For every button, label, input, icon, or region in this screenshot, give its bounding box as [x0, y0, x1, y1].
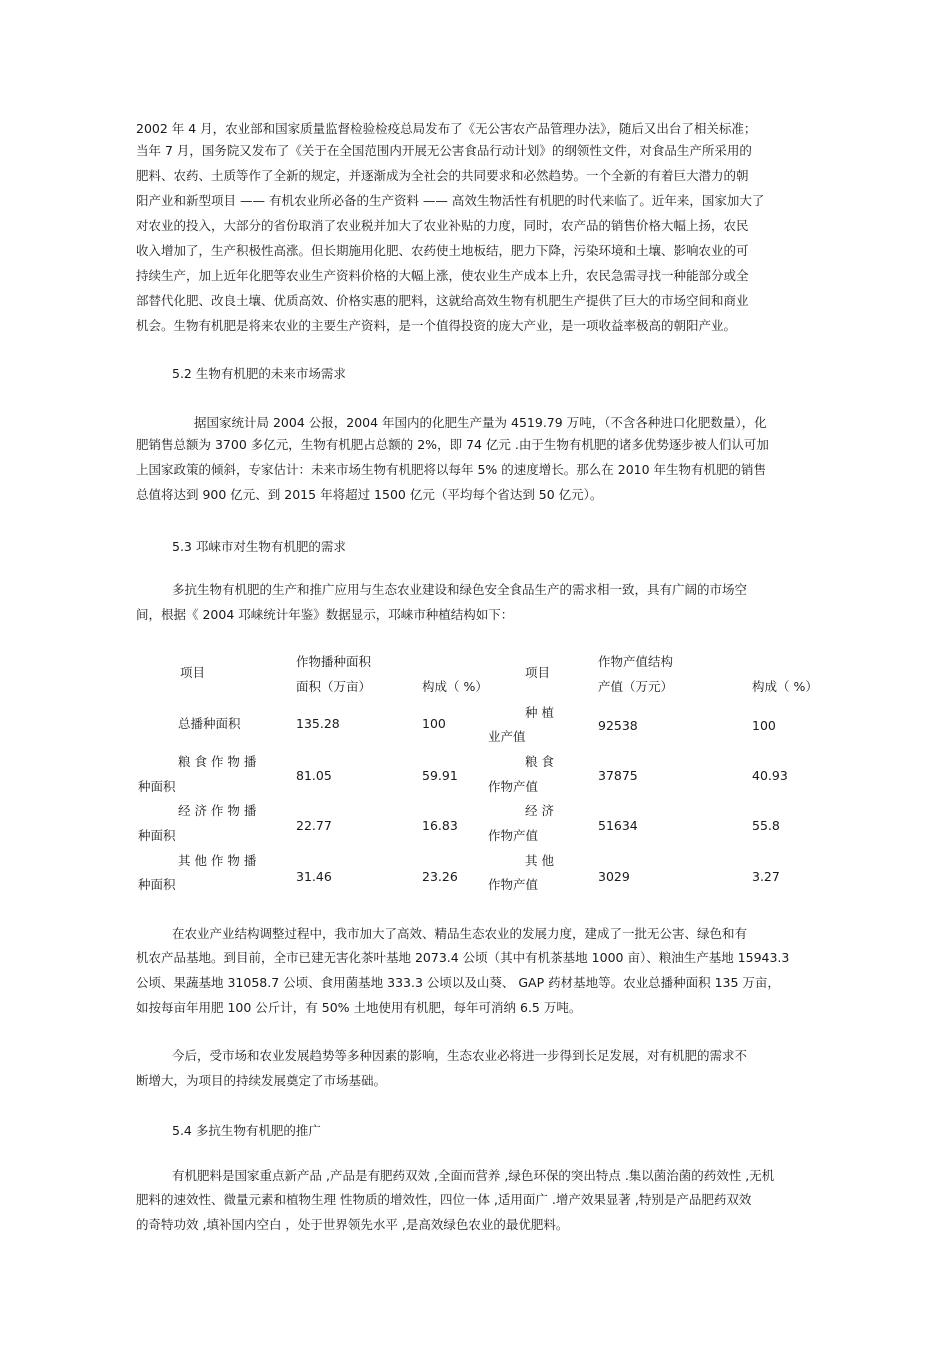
row-value: 51634	[598, 818, 638, 833]
after-table-line-3: 公顷、果蔬基地 31058.7 公顷、食用菌基地 333.3 公顷以及山葵、 GAP 药材基地等。农业总播种面积 135 万亩，	[136, 975, 780, 990]
row-pct-a: 16.83	[422, 818, 458, 833]
table-header-item-a: 项目	[180, 665, 206, 680]
section-5-2-line-1: 据国家统计局 2004 公报，2004 年国内的化肥生产量为 4519.79 万吨，（不含各种进口化肥数量），化	[194, 415, 767, 430]
row-item-a-line2: 种面积	[138, 877, 176, 892]
row-area: 81.05	[296, 768, 332, 783]
row-item-a: 粮 食 作 物 播	[178, 754, 257, 769]
future-line-2: 断增大，为项目的持续发展奠定了市场基础。	[136, 1073, 387, 1088]
para1-line-2: 当年 7 月，国务院又发布了《关于在全国范围内开展无公害食品行动计划》的纲领性文件，对食品生产所采用的	[136, 143, 752, 158]
para1-line-4: 阳产业和新型项目 —— 有机农业所必备的生产资料 —— 高效生物活性有机肥的时代来临了。近年来，国家加大了	[136, 193, 765, 208]
table-header-area-sub: 面积（万亩）	[296, 679, 372, 694]
para1-line-9: 机会。生物有机肥是将来农业的主要生产资料，是一个值得投资的庞大产业，是一项收益率极高的朝阳产业。	[136, 318, 737, 333]
table-header-item-b: 项目	[525, 665, 551, 680]
para1-line-7: 持续生产，加上近年化肥等农业生产资料价格的大幅上涨，使农业生产成本上升，农民急需寻找一种能部分或全	[136, 268, 749, 283]
row-item-b-line2: 作物产值	[488, 828, 539, 843]
row-pct-b: 40.93	[752, 768, 788, 783]
row-area: 135.28	[296, 716, 340, 731]
after-table-line-1: 在农业产业结构调整过程中，我市加大了高效、精品生态农业的发展力度，建成了一批无公害、绿色和有	[172, 926, 748, 941]
row-pct-b: 55.8	[752, 818, 780, 833]
row-value: 37875	[598, 768, 638, 783]
section-5-2-line-4: 总值将达到 900 亿元、到 2015 年将超过 1500 亿元（平均每个省达到 50 亿元）。	[136, 487, 603, 502]
row-item-a-line2: 种面积	[138, 828, 176, 843]
para1-line-1: 2002 年 4 月，农业部和国家质量监督检验检疫总局发布了《无公害农产品管理办法》，随后又出台了相关标准；	[136, 121, 757, 136]
row-item-b-line2: 作物产值	[488, 779, 539, 794]
row-item-a: 其 他 作 物 播	[178, 853, 257, 868]
row-item-b-line1: 种 植	[525, 705, 554, 720]
table-header-pct-b: 构成（ %）	[752, 679, 818, 694]
after-table-line-4: 如按每亩年用肥 100 公斤计，有 50% 土地使用有机肥，每年可消纳 6.5 万吨。	[136, 1000, 582, 1015]
row-item-a-line2: 种面积	[138, 779, 176, 794]
row-item-b-line2: 作物产值	[488, 877, 539, 892]
table-header-pct-a: 构成（ %）	[422, 679, 488, 694]
table-header-value-sub: 产值（万元）	[598, 679, 674, 694]
row-item-b-line2: 业产值	[488, 729, 526, 744]
row-item-a: 经 济 作 物 播	[178, 803, 257, 818]
row-pct-a: 23.26	[422, 869, 458, 884]
section-5-3-heading: 5.3 邛崃市对生物有机肥的需求	[172, 539, 346, 554]
para1-line-3: 肥料、农药、土质等作了全新的规定，并逐渐成为全社会的共同要求和必然趋势。一个全新的有着巨大潜力的朝	[136, 168, 749, 183]
section-5-3-line-2: 间，根据《 2004 邛崃统计年鉴》数据显示，邛崃市种植结构如下：	[136, 607, 514, 622]
row-value: 92538	[598, 718, 638, 733]
row-item-b-line1: 经 济	[525, 803, 554, 818]
para1-line-6: 收入增加了，生产积极性高涨。但长期施用化肥、农药使土地板结，肥力下降，污染环境和土壤、影响农业的可	[136, 243, 749, 258]
row-item-a: 总播种面积	[178, 716, 241, 731]
section-5-3-line-1: 多抗生物有机肥的生产和推广应用与生态农业建设和绿色安全食品生产的需求相一致，具有广阔的市场空	[172, 582, 748, 597]
row-area: 22.77	[296, 818, 332, 833]
after-table-line-2: 机农产品基地。到目前，全市已建无害化茶叶基地 2073.4 公顷（其中有机茶基地 1000 亩）、粮油生产基地 15943.3	[136, 950, 790, 965]
row-value: 3029	[598, 869, 630, 884]
future-line-1: 今后，受市场和农业发展趋势等多种因素的影响，生态农业必将进一步得到长足发展，对有机肥的需求不	[172, 1048, 748, 1063]
row-item-b-line1: 粮 食	[525, 754, 554, 769]
row-area: 31.46	[296, 869, 332, 884]
para1-line-8: 部替代化肥、改良土壤、优质高效、价格实惠的肥料，这就给高效生物有机肥生产提供了巨大的市场空间和商业	[136, 293, 749, 308]
row-item-b-line1: 其 他	[525, 853, 554, 868]
row-pct-a: 59.91	[422, 768, 458, 783]
section-5-4-line-3: 的奇特功效 ,填补国内空白 ，处于世界领先水平 ,是高效绿色农业的最优肥料。	[136, 1217, 569, 1232]
para1-line-5: 对农业的投入，大部分的省份取消了农业税并加大了农业补贴的力度，同时，农产品的销售价格大幅上扬，农民	[136, 218, 749, 233]
section-5-2-line-3: 上国家政策的倾斜，专家估计：未来市场生物有机肥将以每年 5% 的速度增长。那么在 2010 年生物有机肥的销售	[136, 462, 767, 477]
row-pct-b: 3.27	[752, 869, 780, 884]
section-5-2-heading: 5.2 生物有机肥的未来市场需求	[172, 366, 346, 381]
section-5-4-line-2: 肥料的速效性、微量元素和植物生理 性物质的增效性，四位一体 ,适用面广 .增产效果显著 ,特别是产品肥药双效	[136, 1192, 752, 1207]
table-header-area-top: 作物播种面积	[296, 654, 372, 669]
table-header-value-top: 作物产值结构	[598, 654, 674, 669]
row-pct-b: 100	[752, 718, 776, 733]
row-pct-a: 100	[422, 716, 446, 731]
section-5-4-heading: 5.4 多抗生物有机肥的推广	[172, 1123, 321, 1138]
section-5-2-line-2: 肥销售总额为 3700 多亿元，生物有机肥占总额的 2%，即 74 亿元 .由于生物有机肥的诸多优势逐步被人们认可加	[136, 437, 769, 452]
section-5-4-line-1: 有机肥料是国家重点新产品 ,产品是有肥药双效 ,全面而营养 ,绿色环保的突出特点 .集以菌治菌的药效性 ,无机	[172, 1168, 775, 1183]
